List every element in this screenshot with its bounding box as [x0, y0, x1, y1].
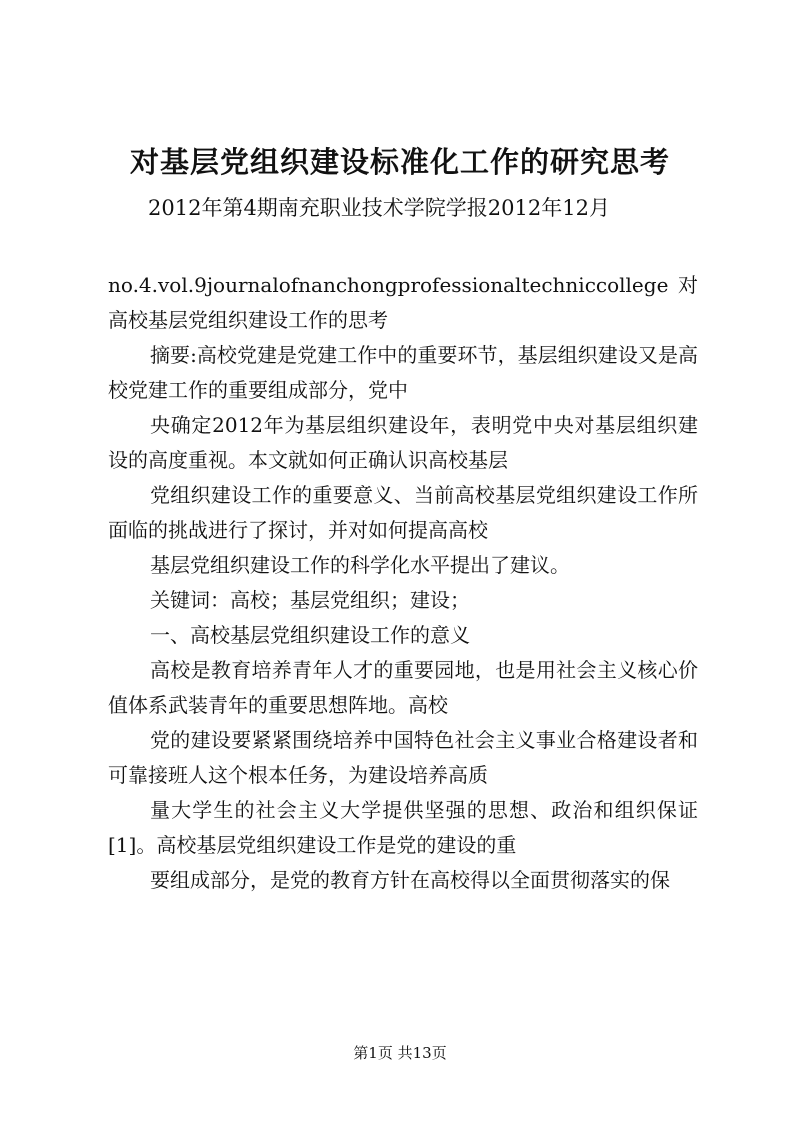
paragraph-body-3: 量大学生的社会主义大学提供坚强的思想、政治和组织保证[1]。高校基层党组织建设工作是党的建设的重	[108, 798, 698, 857]
document-title: 对基层党组织建设标准化工作的研究思考	[129, 145, 670, 179]
section-heading-1: 一、高校基层党组织建设工作的意义	[150, 623, 470, 647]
paragraph-journal-line: no.4.vol.9journalofnanchongprofessionaltechniccollege对高校基层党组织建设工作的思考	[108, 273, 698, 332]
paragraph-body-4: 要组成部分，是党的教育方针在高校得以全面贯彻落实的保	[150, 868, 670, 892]
document-body	[108, 268, 698, 898]
paragraph-abstract-cont-3: 基层党组织建设工作的科学化水平提出了建议。	[150, 553, 570, 577]
paragraph-keywords: 关键词：高校；基层党组织；建设；	[150, 588, 470, 612]
paragraph-abstract: 摘要:高校党建是党建工作中的重要环节，基层组织建设又是高校党建工作的重要组成部分，党中	[108, 343, 698, 402]
paragraph-abstract-cont-1: 央确定2012年为基层组织建设年，表明党中央对基层组织建设的高度重视。本文就如何正确认识高校基层	[108, 413, 698, 472]
document-subtitle: 2012年第4期南充职业技术学院学报2012年12月	[148, 196, 610, 220]
paragraph-abstract-cont-2: 党组织建设工作的重要意义、当前高校基层党组织建设工作所面临的挑战进行了探讨，并对如何提高高校	[108, 483, 698, 542]
paragraph-body-2: 党的建设要紧紧围绕培养中国特色社会主义事业合格建设者和可靠接班人这个根本任务，为建设培养高质	[108, 728, 698, 787]
page-number-footer: 第1页 共13页	[353, 1044, 447, 1062]
paragraph-body-1: 高校是教育培养青年人才的重要园地，也是用社会主义核心价值体系武装青年的重要思想阵地。高校	[108, 658, 698, 717]
